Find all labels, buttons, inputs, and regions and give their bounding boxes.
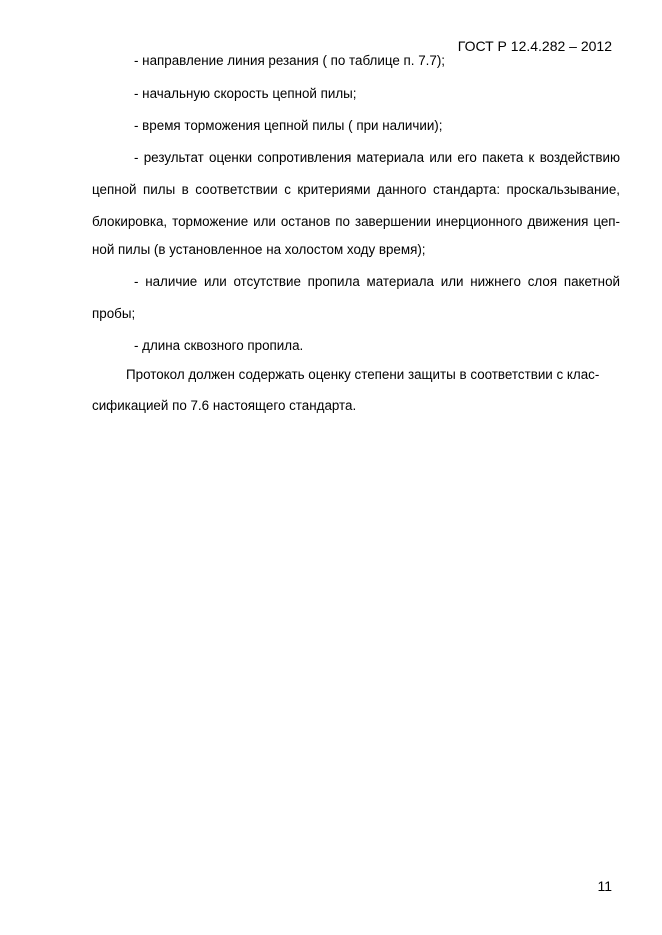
protocol-paragraph: Протокол должен содержать оценку степени защиты в соответствии с клас- — [126, 367, 600, 382]
list-item-braking-time: - время торможения цепной пилы ( при наличии); — [134, 118, 443, 133]
paragraph-line: ной пилы (в установленное на холостом ходу время); — [92, 242, 426, 257]
document-header: ГОСТ Р 12.4.282 – 2012 — [457, 38, 612, 54]
paragraph-line: блокировка, торможение или останов по завершении инерционного движения цеп- — [92, 214, 620, 229]
list-item-cutting-direction: - направление линия резания ( по таблице п. 7.7); — [134, 53, 446, 68]
page-number: 11 — [597, 878, 612, 894]
list-item-evaluation-result: - результат оценки сопротивления материала или его пакета к воздействию — [134, 150, 620, 165]
paragraph-line: цепной пилы в соответствии с критериями данного стандарта: проскальзывание, — [92, 182, 620, 197]
list-item-initial-speed: - начальную скорость цепной пилы; — [134, 86, 357, 101]
paragraph-line: сификацией по 7.6 настоящего стандарта. — [92, 398, 357, 413]
list-item-cut-length: - длина сквозного пропила. — [134, 338, 304, 353]
list-item-cut-presence: - наличие или отсутствие пропила материала или нижнего слоя пакетной — [134, 274, 620, 289]
paragraph-line: пробы; — [92, 306, 136, 321]
